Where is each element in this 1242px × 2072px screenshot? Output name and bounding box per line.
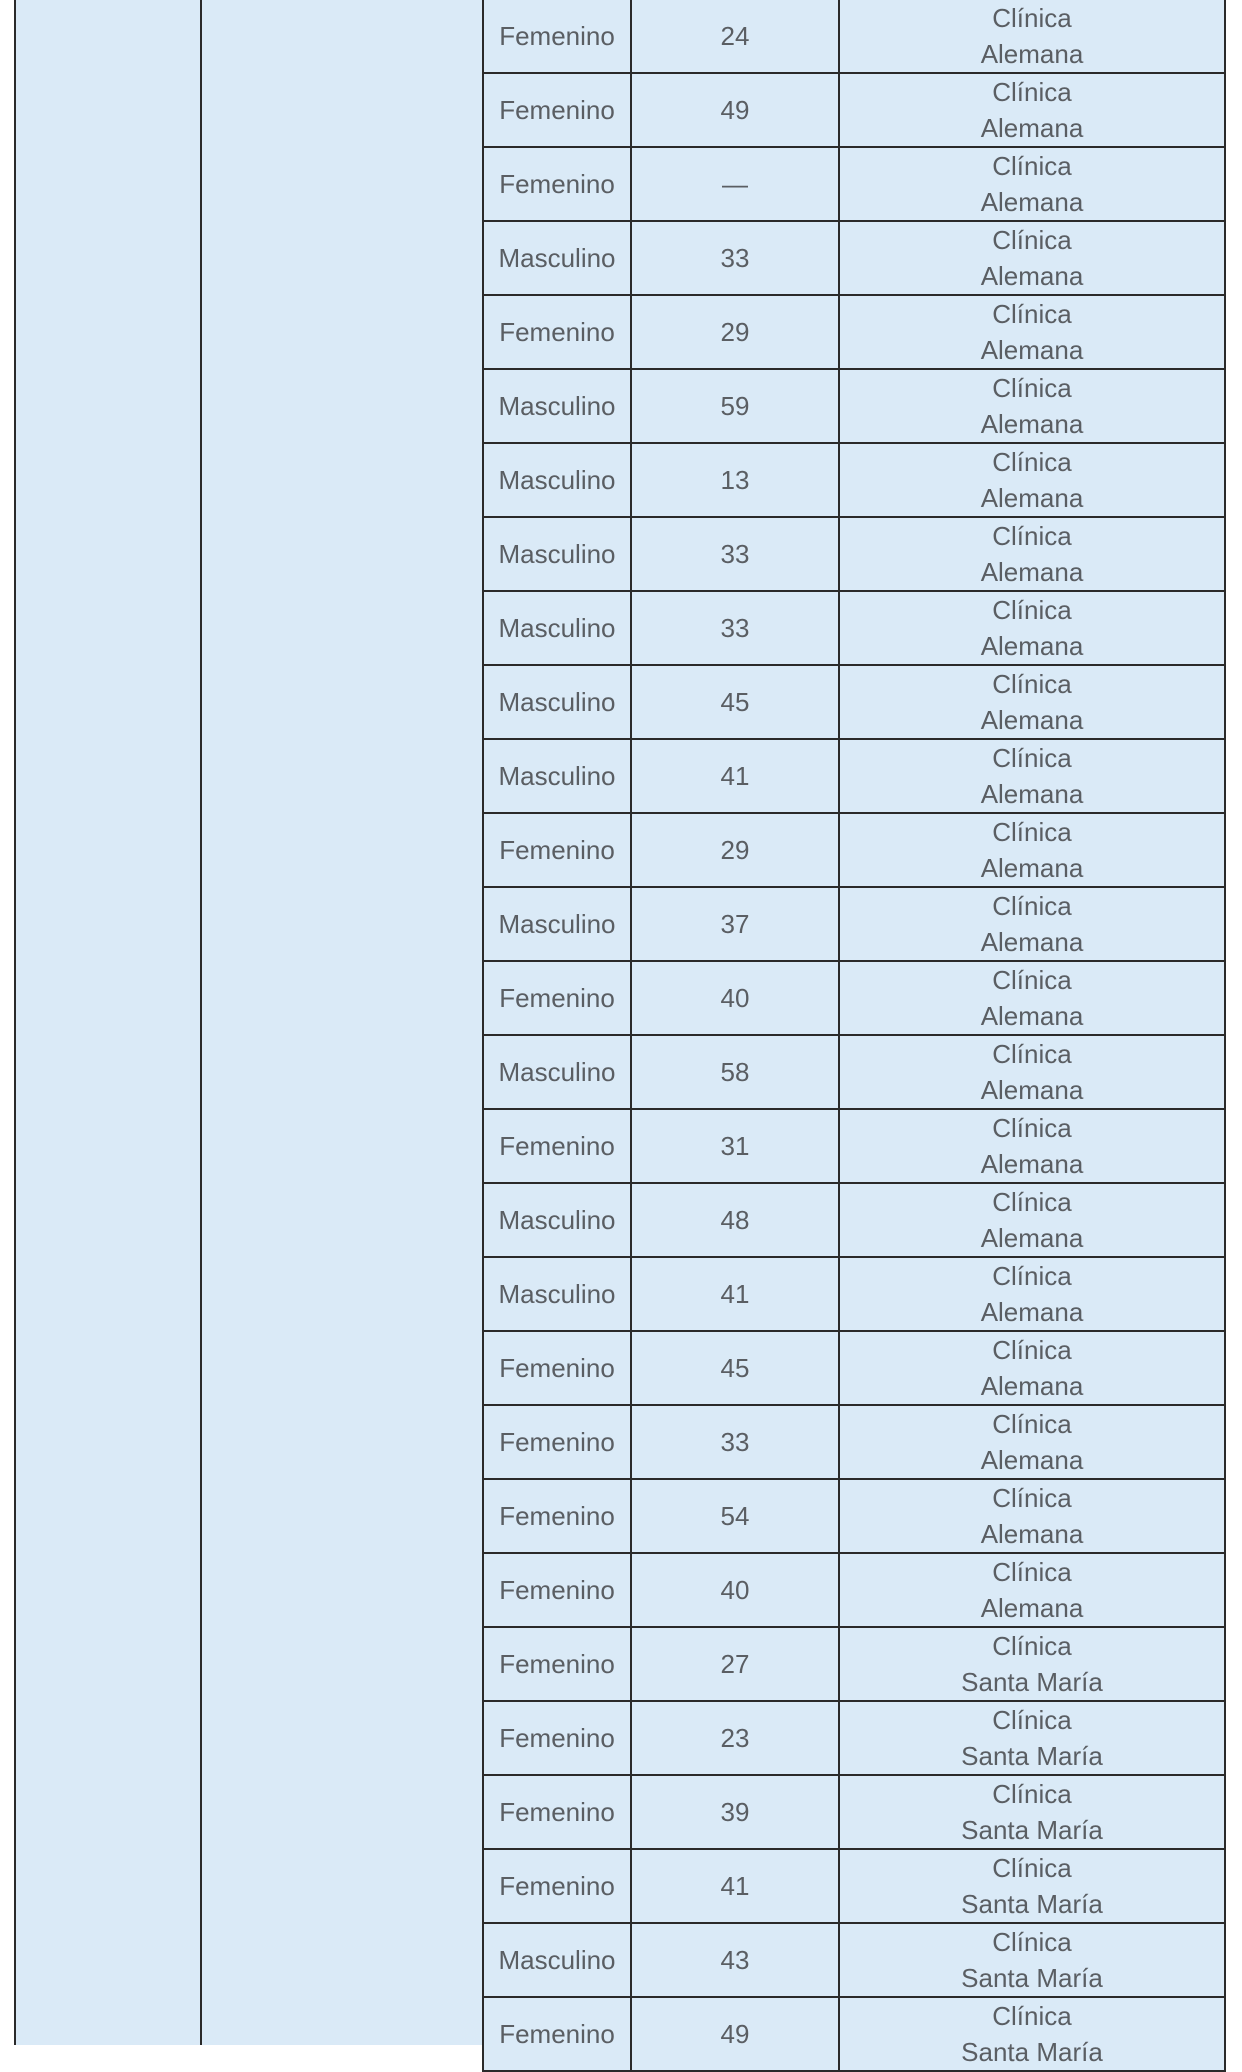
cell-clinic <box>839 1701 1225 1775</box>
clinic-line-2: Alemana <box>980 1519 1084 1549</box>
cell-age: 40 <box>631 961 839 1035</box>
cell-sex: Femenino <box>483 1553 631 1627</box>
cell-sex: Masculino <box>483 665 631 739</box>
table-row <box>483 1627 1225 1701</box>
table-row <box>483 961 1225 1035</box>
cell-clinic <box>839 1849 1225 1923</box>
table-row <box>483 1035 1225 1109</box>
clinic-line-2: Santa María <box>961 1741 1103 1771</box>
clinic-line-2: Alemana <box>980 1075 1084 1105</box>
cell-sex: Femenino <box>483 1849 631 1923</box>
clinic-line-1: Clínica <box>992 743 1072 773</box>
table-row <box>483 1109 1225 1183</box>
table-row <box>483 1923 1225 1997</box>
clinic-line-2: Alemana <box>980 927 1084 957</box>
cell-clinic <box>839 813 1225 887</box>
cell-age: 59 <box>631 369 839 443</box>
clinic-line-1: Clínica <box>992 1187 1072 1217</box>
cell-sex: Femenino <box>483 147 631 221</box>
cell-clinic <box>839 295 1225 369</box>
cell-clinic <box>839 1997 1225 2071</box>
cell-age: 27 <box>631 1627 839 1701</box>
table-row <box>483 1997 1225 2071</box>
table-row <box>483 1775 1225 1849</box>
table-row <box>483 591 1225 665</box>
cell-sex: Masculino <box>483 739 631 813</box>
cell-age: 41 <box>631 1849 839 1923</box>
cell-sex: Masculino <box>483 1183 631 1257</box>
cell-sex: Femenino <box>483 295 631 369</box>
table-row <box>483 1331 1225 1405</box>
cell-sex: Masculino <box>483 1035 631 1109</box>
table-row <box>483 1405 1225 1479</box>
table-body <box>483 0 1225 2071</box>
cell-age: 40 <box>631 1553 839 1627</box>
cell-age: 29 <box>631 813 839 887</box>
cell-clinic <box>839 147 1225 221</box>
cell-age: 37 <box>631 887 839 961</box>
clinic-line-2: Santa María <box>961 1815 1103 1845</box>
cell-clinic <box>839 1923 1225 1997</box>
cell-sex: Masculino <box>483 369 631 443</box>
clinic-line-2: Alemana <box>980 557 1084 587</box>
clinic-line-1: Clínica <box>992 817 1072 847</box>
clinic-line-2: Santa María <box>961 1963 1103 1993</box>
cell-age: 23 <box>631 1701 839 1775</box>
clinic-line-1: Clínica <box>992 151 1072 181</box>
cell-clinic <box>839 517 1225 591</box>
table-row <box>483 517 1225 591</box>
cell-age: — <box>631 147 839 221</box>
clinic-line-2: Santa María <box>961 1889 1103 1919</box>
clinic-line-1: Clínica <box>992 669 1072 699</box>
clinic-line-1: Clínica <box>992 3 1072 33</box>
clinic-line-1: Clínica <box>992 1927 1072 1957</box>
clinic-line-2: Alemana <box>980 1297 1084 1327</box>
cell-clinic <box>839 1775 1225 1849</box>
clinic-line-2: Alemana <box>980 261 1084 291</box>
cell-clinic <box>839 739 1225 813</box>
cases-table <box>482 0 1226 2072</box>
clinic-line-2: Alemana <box>980 705 1084 735</box>
table-row <box>483 147 1225 221</box>
clinic-line-1: Clínica <box>992 77 1072 107</box>
cell-clinic <box>839 665 1225 739</box>
table-row <box>483 1553 1225 1627</box>
cell-age: 33 <box>631 591 839 665</box>
clinic-line-1: Clínica <box>992 1409 1072 1439</box>
clinic-line-2: Alemana <box>980 1593 1084 1623</box>
table-row <box>483 1849 1225 1923</box>
table-row <box>483 73 1225 147</box>
cell-sex: Femenino <box>483 1479 631 1553</box>
cell-sex: Masculino <box>483 887 631 961</box>
cell-sex: Masculino <box>483 1923 631 1997</box>
clinic-line-1: Clínica <box>992 1335 1072 1365</box>
table-row <box>483 1257 1225 1331</box>
cell-clinic <box>839 1627 1225 1701</box>
clinic-line-1: Clínica <box>992 1113 1072 1143</box>
cell-clinic <box>839 1479 1225 1553</box>
clinic-line-1: Clínica <box>992 1261 1072 1291</box>
cell-clinic <box>839 73 1225 147</box>
cell-age: 24 <box>631 0 839 73</box>
clinic-line-2: Santa María <box>961 2037 1103 2067</box>
cell-age: 31 <box>631 1109 839 1183</box>
clinic-line-2: Alemana <box>980 335 1084 365</box>
cell-clinic <box>839 369 1225 443</box>
cell-age: 33 <box>631 221 839 295</box>
clinic-line-1: Clínica <box>992 1631 1072 1661</box>
clinic-line-1: Clínica <box>992 1853 1072 1883</box>
clinic-line-2: Alemana <box>980 1223 1084 1253</box>
table-row <box>483 1479 1225 1553</box>
clinic-line-1: Clínica <box>992 225 1072 255</box>
cell-clinic <box>839 1109 1225 1183</box>
cell-age: 43 <box>631 1923 839 1997</box>
cell-age: 49 <box>631 1997 839 2071</box>
cell-age: 41 <box>631 739 839 813</box>
cell-sex: Masculino <box>483 591 631 665</box>
cell-sex: Femenino <box>483 1331 631 1405</box>
clinic-line-2: Alemana <box>980 483 1084 513</box>
clinic-line-2: Alemana <box>980 1445 1084 1475</box>
clinic-line-1: Clínica <box>992 1705 1072 1735</box>
cell-sex: Femenino <box>483 961 631 1035</box>
clinic-line-1: Clínica <box>992 965 1072 995</box>
cell-clinic <box>839 1035 1225 1109</box>
cell-clinic <box>839 887 1225 961</box>
table-row <box>483 665 1225 739</box>
clinic-line-2: Alemana <box>980 1001 1084 1031</box>
cell-sex: Femenino <box>483 1775 631 1849</box>
cell-sex: Femenino <box>483 1627 631 1701</box>
table-row <box>483 813 1225 887</box>
cell-sex: Femenino <box>483 1109 631 1183</box>
clinic-line-2: Alemana <box>980 853 1084 883</box>
cell-sex: Femenino <box>483 73 631 147</box>
clinic-line-1: Clínica <box>992 1483 1072 1513</box>
clinic-line-2: Alemana <box>980 409 1084 439</box>
cell-age: 13 <box>631 443 839 517</box>
cell-clinic <box>839 221 1225 295</box>
cell-age: 54 <box>631 1479 839 1553</box>
cell-clinic <box>839 1183 1225 1257</box>
cell-clinic <box>839 1553 1225 1627</box>
cell-clinic <box>839 443 1225 517</box>
cell-clinic <box>839 1405 1225 1479</box>
table-row <box>483 221 1225 295</box>
cell-clinic <box>839 0 1225 73</box>
clinic-line-1: Clínica <box>992 521 1072 551</box>
cell-age: 49 <box>631 73 839 147</box>
table-row <box>483 887 1225 961</box>
table-row <box>483 443 1225 517</box>
cell-sex: Femenino <box>483 0 631 73</box>
column-divider <box>200 0 202 2045</box>
cell-clinic <box>839 961 1225 1035</box>
cell-age: 39 <box>631 1775 839 1849</box>
cell-age: 48 <box>631 1183 839 1257</box>
clinic-line-2: Santa María <box>961 1667 1103 1697</box>
cell-sex: Femenino <box>483 813 631 887</box>
clinic-line-1: Clínica <box>992 1039 1072 1069</box>
clinic-line-2: Alemana <box>980 1371 1084 1401</box>
cell-age: 45 <box>631 1331 839 1405</box>
table-row <box>483 739 1225 813</box>
clinic-line-1: Clínica <box>992 595 1072 625</box>
cell-age: 41 <box>631 1257 839 1331</box>
cell-sex: Masculino <box>483 443 631 517</box>
cell-sex: Masculino <box>483 221 631 295</box>
table-row <box>483 1701 1225 1775</box>
clinic-line-1: Clínica <box>992 2001 1072 2031</box>
cell-age: 33 <box>631 517 839 591</box>
clinic-line-2: Alemana <box>980 631 1084 661</box>
cell-age: 29 <box>631 295 839 369</box>
clinic-line-2: Alemana <box>980 113 1084 143</box>
clinic-line-2: Alemana <box>980 1149 1084 1179</box>
clinic-line-1: Clínica <box>992 891 1072 921</box>
clinic-line-1: Clínica <box>992 373 1072 403</box>
table-row <box>483 369 1225 443</box>
clinic-line-2: Alemana <box>980 779 1084 809</box>
cell-clinic <box>839 1257 1225 1331</box>
clinic-line-1: Clínica <box>992 1779 1072 1809</box>
cell-sex: Masculino <box>483 1257 631 1331</box>
cell-clinic <box>839 1331 1225 1405</box>
table-row <box>483 1183 1225 1257</box>
clinic-line-1: Clínica <box>992 447 1072 477</box>
cell-age: 45 <box>631 665 839 739</box>
cell-age: 33 <box>631 1405 839 1479</box>
cell-age: 58 <box>631 1035 839 1109</box>
cell-sex: Femenino <box>483 1405 631 1479</box>
cell-clinic <box>839 591 1225 665</box>
clinic-line-1: Clínica <box>992 299 1072 329</box>
cell-sex: Femenino <box>483 1701 631 1775</box>
clinic-line-2: Alemana <box>980 187 1084 217</box>
table-row <box>483 0 1225 73</box>
clinic-line-2: Alemana <box>980 39 1084 69</box>
clinic-line-1: Clínica <box>992 1557 1072 1587</box>
table-row <box>483 295 1225 369</box>
cell-sex: Femenino <box>483 1997 631 2071</box>
cell-sex: Masculino <box>483 517 631 591</box>
